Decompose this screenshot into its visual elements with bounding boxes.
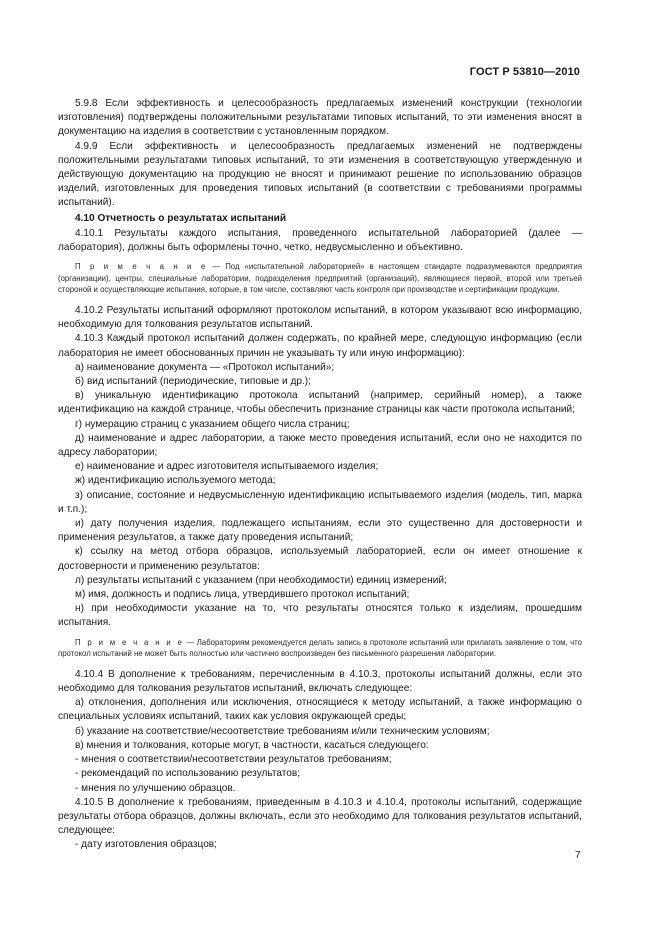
paragraph-4-10-2: 4.10.2 Результаты испытаний оформляют протоколом испытаний, в котором указывают всю информацию, необходимую для толкования результатов испытаний. — [58, 305, 582, 331]
paragraph-4-10-5: 4.10.5 В дополнение к требованиям, приведенным в 4.10.3 и 4.10.4, протоколы испытаний, содержащие результаты отбора образцов, должны включать, если это необходимо для толкования результатов испытаний, следующее: — [58, 796, 582, 837]
list-item: а) наименование документа — «Протокол испытаний»; — [75, 361, 335, 373]
list-item: б) вид испытаний (периодические, типовые и др.); — [75, 376, 311, 388]
section-heading-4-10: 4.10 Отчетность о результатах испытаний — [75, 212, 287, 224]
document-header: ГОСТ Р 53810—2010 — [469, 66, 580, 78]
list-item: л) результаты испытаний с указанием (при необходимости) единиц измерений; — [75, 574, 447, 586]
note-1 — [58, 261, 582, 296]
paragraph-4-10-3: 4.10.3 Каждый протокол испытаний должен содержать, по крайней мере, следующую информацию (если лаборатория не имеет обоснованных причин не указывать ту или иную информацию): — [58, 333, 582, 359]
list-item: в) уникальную идентификацию протокола испытаний (например, серийный номер), а также идентификацию на каждой странице, чтобы обеспечить признание страницы как части протокола испытаний; — [58, 390, 582, 416]
list-item: е) наименование и адрес изготовителя испытываемого изделия; — [75, 461, 379, 473]
note-label: П р и м е ч а н и е — [75, 637, 185, 647]
paragraph-4-9-9: 4.9.9 Если эффективность и целесообразность предлагаемых изменений не подтверждены положительными результатами типовых испытаний, то эти изменения в соответствующую утвержденную и действующую документацию на продукцию не вносят и принимают решение по использованию образцов изделий, изготовленных для проведения типовых испытаний (в соответствии с требованиями программы испытаний). — [58, 140, 582, 209]
document-body — [58, 97, 582, 853]
list-item: - мнения о соответствии/несоответствии результатов требованиям; — [75, 754, 392, 766]
list-item: к) ссылку на метод отбора образцов, используемый лабораторией, если он имеет отношение к достоверности и применению результатов: — [58, 546, 582, 572]
paragraph-5-9-8: 5.9.8 Если эффективность и целесообразность предлагаемых изменений конструкции (технологии изготовления) подтверждены положительными результатами типовых испытаний, то эти изменения вносят в документацию на изделия в соответствии с установленным порядком. — [58, 98, 582, 138]
list-item: м) имя, должность и подпись лица, утвердившего протокол испытаний; — [75, 589, 410, 601]
list-item: н) при необходимости указание на то, что результаты относятся только к изделиям, прошедшим испытания. — [58, 603, 582, 629]
list-item: в) мнения и толкования, которые могут, в частности, касаться следующего: — [75, 739, 429, 751]
note-text: — Под «испытательной лабораторией» в настоящем стандарте подразумеваются предприятия (организации), центры, специальные лаборатории, подразделения предприятий (организаций), являющиеся первой, второй или третьей стороной и осуществляющие испытания, которые, в том числе, составляют часть контроля при производстве и сертификации продукции. — [58, 262, 582, 295]
paragraph-4-10-4: 4.10.4 В дополнение к требованиям, перечисленным в 4.10.3, протоколы испытаний должны, если это необходимо для толкования результатов испытаний, включать следующее: — [58, 668, 582, 695]
list-item: и) дату получения изделия, подлежащего испытаниям, если это существенно для достоверности и применения результатов, а также дату проведения испытаний; — [58, 518, 582, 544]
page-number: 7 — [575, 850, 581, 861]
note-label: П р и м е ч а н и е — [75, 262, 208, 272]
list-item: б) указание на соответствие/несоответствие требованиям и/или техническим условиям; — [75, 725, 490, 737]
list-item: а) отклонения, дополнения или исключения, относящиеся к методу испытаний, а также информацию о специальных условиях испытаний, таких как условия окружающей среды; — [58, 697, 582, 723]
list-item: з) описание, состояние и недвусмысленную идентификацию испытываемого изделия (модель, тип, марка и т.п.); — [58, 489, 582, 515]
note-text: — Лабораториям рекомендуется делать запись в протоколе испытаний или прилагать заявление о том, что протокол испытаний не может быть полностью или частично воспроизведен без письменного разрешения лаборатории. — [58, 637, 582, 659]
list-item: - рекомендаций по использованию результатов; — [75, 768, 301, 780]
note-2 — [58, 637, 582, 660]
list-item: - дату изготовления образцов; — [75, 839, 217, 851]
list-item: ж) идентификацию используемого метода; — [75, 475, 276, 487]
list-item: г) нумерацию страниц с указанием общего числа страниц; — [75, 418, 350, 430]
list-item: д) наименование и адрес лаборатории, а также место проведения испытаний, если оно не находится по адресу лаборатории; — [58, 432, 582, 459]
list-item: - мнения по улучшению образцов. — [75, 782, 236, 794]
paragraph-4-10-1: 4.10.1 Результаты каждого испытания, проведенного испытательной лабораторией (далее — лаборатория), должны быть оформлены точно, четко, недвусмысленно и объективно. — [58, 227, 582, 254]
